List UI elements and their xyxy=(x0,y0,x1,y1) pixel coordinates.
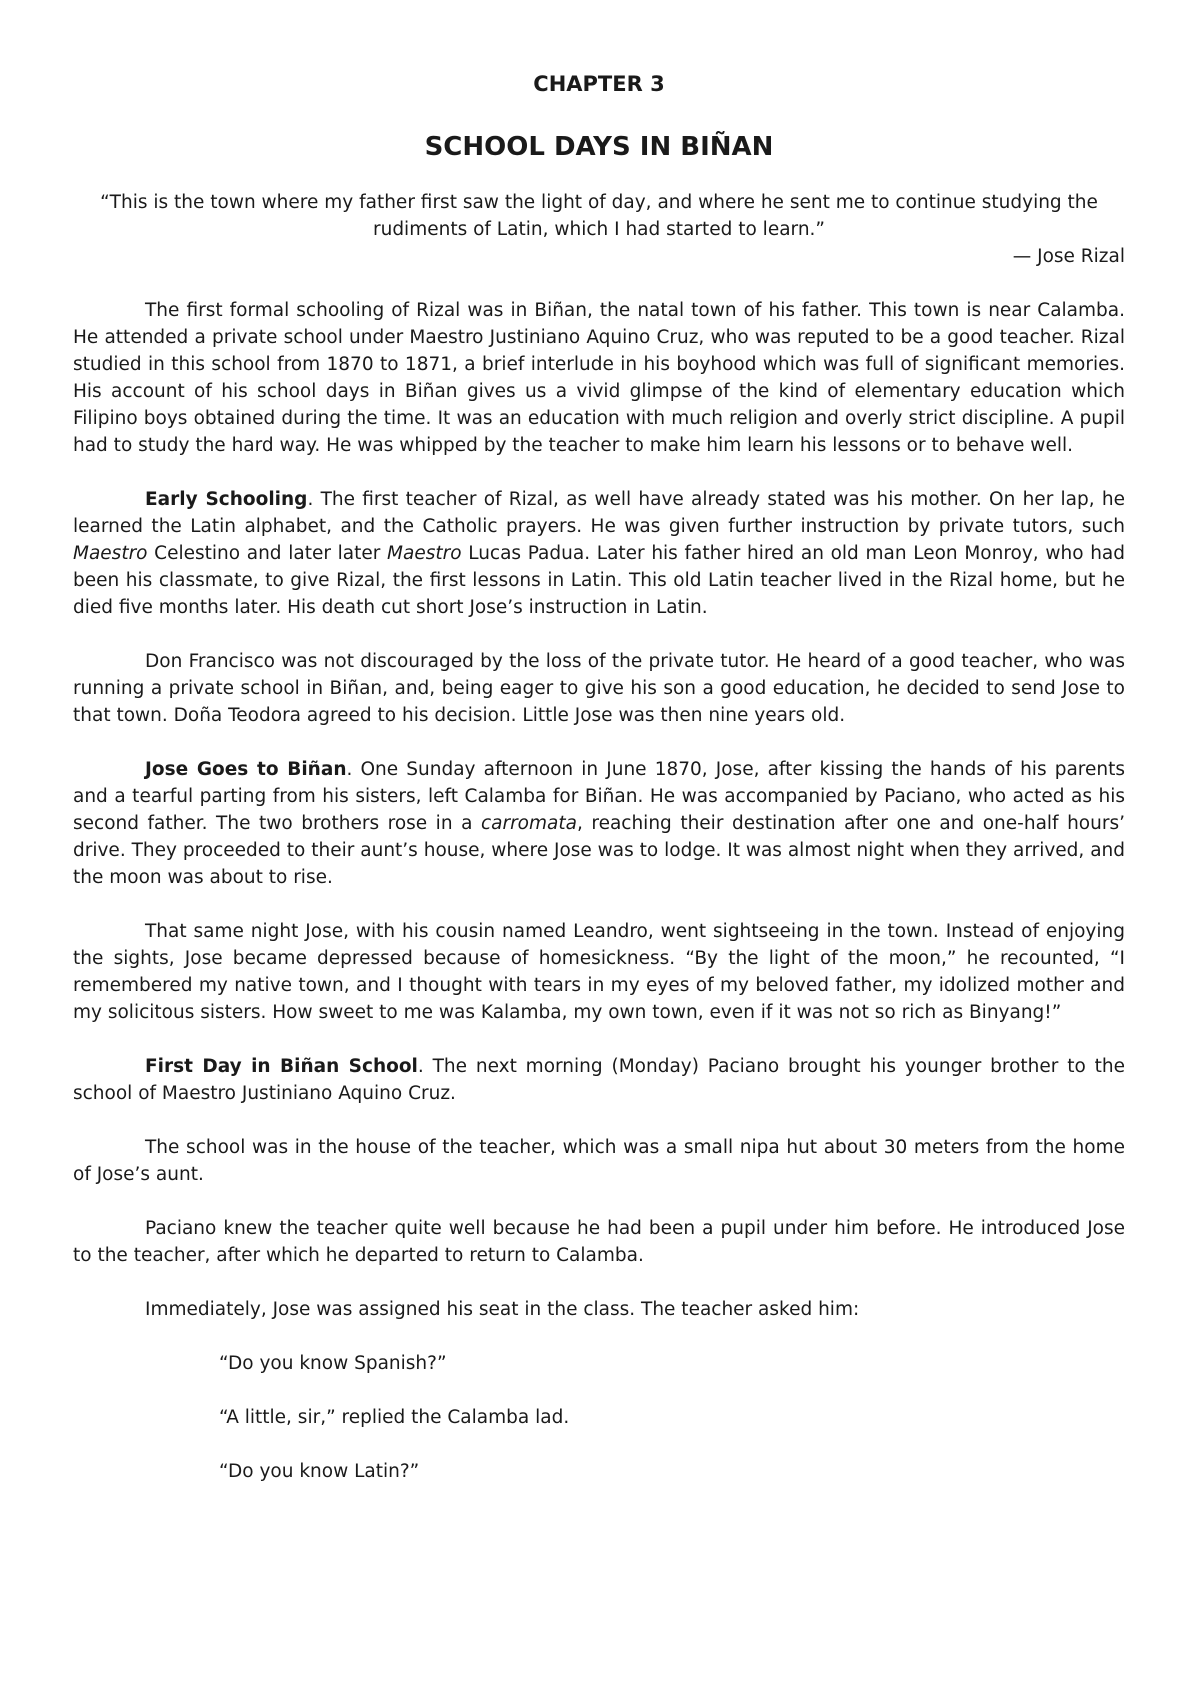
dialogue-line: “Do you know Latin?” xyxy=(219,1461,420,1482)
paragraph-intro: The first formal schooling of Rizal was in Biñan, the natal town of his father. This town is near Calamba. He attended a private school under Maestro Justiniano Aquino Cruz, who was reputed to be a good teacher. Rizal studied in this school from 1870 to 1871, a brief interlude in his boyhood which was full of significant memories. His account of his school days in Biñan gives us a vivid glimpse of the kind of elementary education which Filipino boys obtained during the time. It was an education with much religion and overly strict discipline. A pupil had to study the hard way. He was whipped by the teacher to make him learn his lessons or to behave well. xyxy=(73,300,1125,456)
italic-term: Maestro xyxy=(73,543,148,564)
section-heading-first-day: First Day in Biñan School xyxy=(145,1056,418,1077)
dialogue-line: “A little, sir,” replied the Calamba lad. xyxy=(219,1407,570,1428)
paragraph-early-schooling xyxy=(73,486,1125,621)
chapter-label: CHAPTER 3 xyxy=(533,72,665,96)
paragraph-school-house: The school was in the house of the teacher, which was a small nipa hut about 30 meters from the home of Jose’s aunt. xyxy=(73,1137,1125,1185)
paragraph-first-day xyxy=(73,1053,1125,1107)
paragraph-text: , reaching their destination after one and one-half hours’ drive. They proceeded to their aunt’s house, where Jose was to lodge. It was almost night when they arrived, and the moon was about to rise. xyxy=(73,813,1125,888)
chapter-title: SCHOOL DAYS IN BIÑAN xyxy=(424,132,774,162)
italic-term: Maestro xyxy=(387,543,462,564)
section-heading-jose-goes-to-binan: Jose Goes to Biñan xyxy=(145,759,347,780)
paragraph-paciano: Paciano knew the teacher quite well because he had been a pupil under him before. He introduced Jose to the teacher, after which he departed to return to Calamba. xyxy=(73,1218,1125,1266)
epigraph-attribution: — Jose Rizal xyxy=(1012,246,1125,267)
dialogue-line: “Do you know Spanish?” xyxy=(219,1353,447,1374)
paragraph-assigned-seat: Immediately, Jose was assigned his seat in the class. The teacher asked him: xyxy=(145,1299,860,1320)
italic-term: carromata xyxy=(480,813,577,834)
paragraph-same-night: That same night Jose, with his cousin named Leandro, went sightseeing in the town. Instead of enjoying the sights, Jose became depressed because of homesickness. “By the light of the moon,” he recounted, “I remembered my native town, and I thought with tears in my eyes of my beloved father, my idolized mother and my solicitous sisters. How sweet to me was Kalamba, my own town, even if it was not so rich as Binyang!” xyxy=(73,921,1125,1023)
section-heading-early-schooling: Early Schooling xyxy=(145,489,308,510)
paragraph-jose-goes-to-binan xyxy=(73,756,1125,891)
paragraph-text: . One Sunday afternoon in June 1870, Jose, after kissing the hands of his parents and a tearful parting from his sisters, left Calamba for Biñan. He was accompanied by Paciano, who acted as his second father. The two brothers rose in a xyxy=(73,759,1125,834)
paragraph-text: . The first teacher of Rizal, as well have already stated was his mother. On her lap, he learned the Latin alphabet, and the Catholic prayers. He was given further instruction by private tutors, such xyxy=(73,489,1125,537)
paragraph-don-francisco: Don Francisco was not discouraged by the loss of the private tutor. He heard of a good teacher, who was running a private school in Biñan, and, being eager to give his son a good education, he decided to send Jose to that town. Doña Teodora agreed to his decision. Little Jose was then nine years old. xyxy=(73,651,1125,726)
paragraph-text: Celestino and later later xyxy=(147,543,388,564)
epigraph-quote: “This is the town where my father first saw the light of day, and where he sent me to continue studying the rudiments of Latin, which I had started to learn.” xyxy=(100,192,1098,240)
paragraph-text: . The next morning (Monday) Paciano brought his younger brother to the school of Maestro Justiniano Aquino Cruz. xyxy=(73,1056,1125,1104)
paragraph-text: Lucas Padua. Later his father hired an old man Leon Monroy, who had been his classmate, to give Rizal, the first lessons in Latin. This old Latin teacher lived in the Rizal home, but he died five months later. His death cut short Jose’s instruction in Latin. xyxy=(73,543,1125,618)
